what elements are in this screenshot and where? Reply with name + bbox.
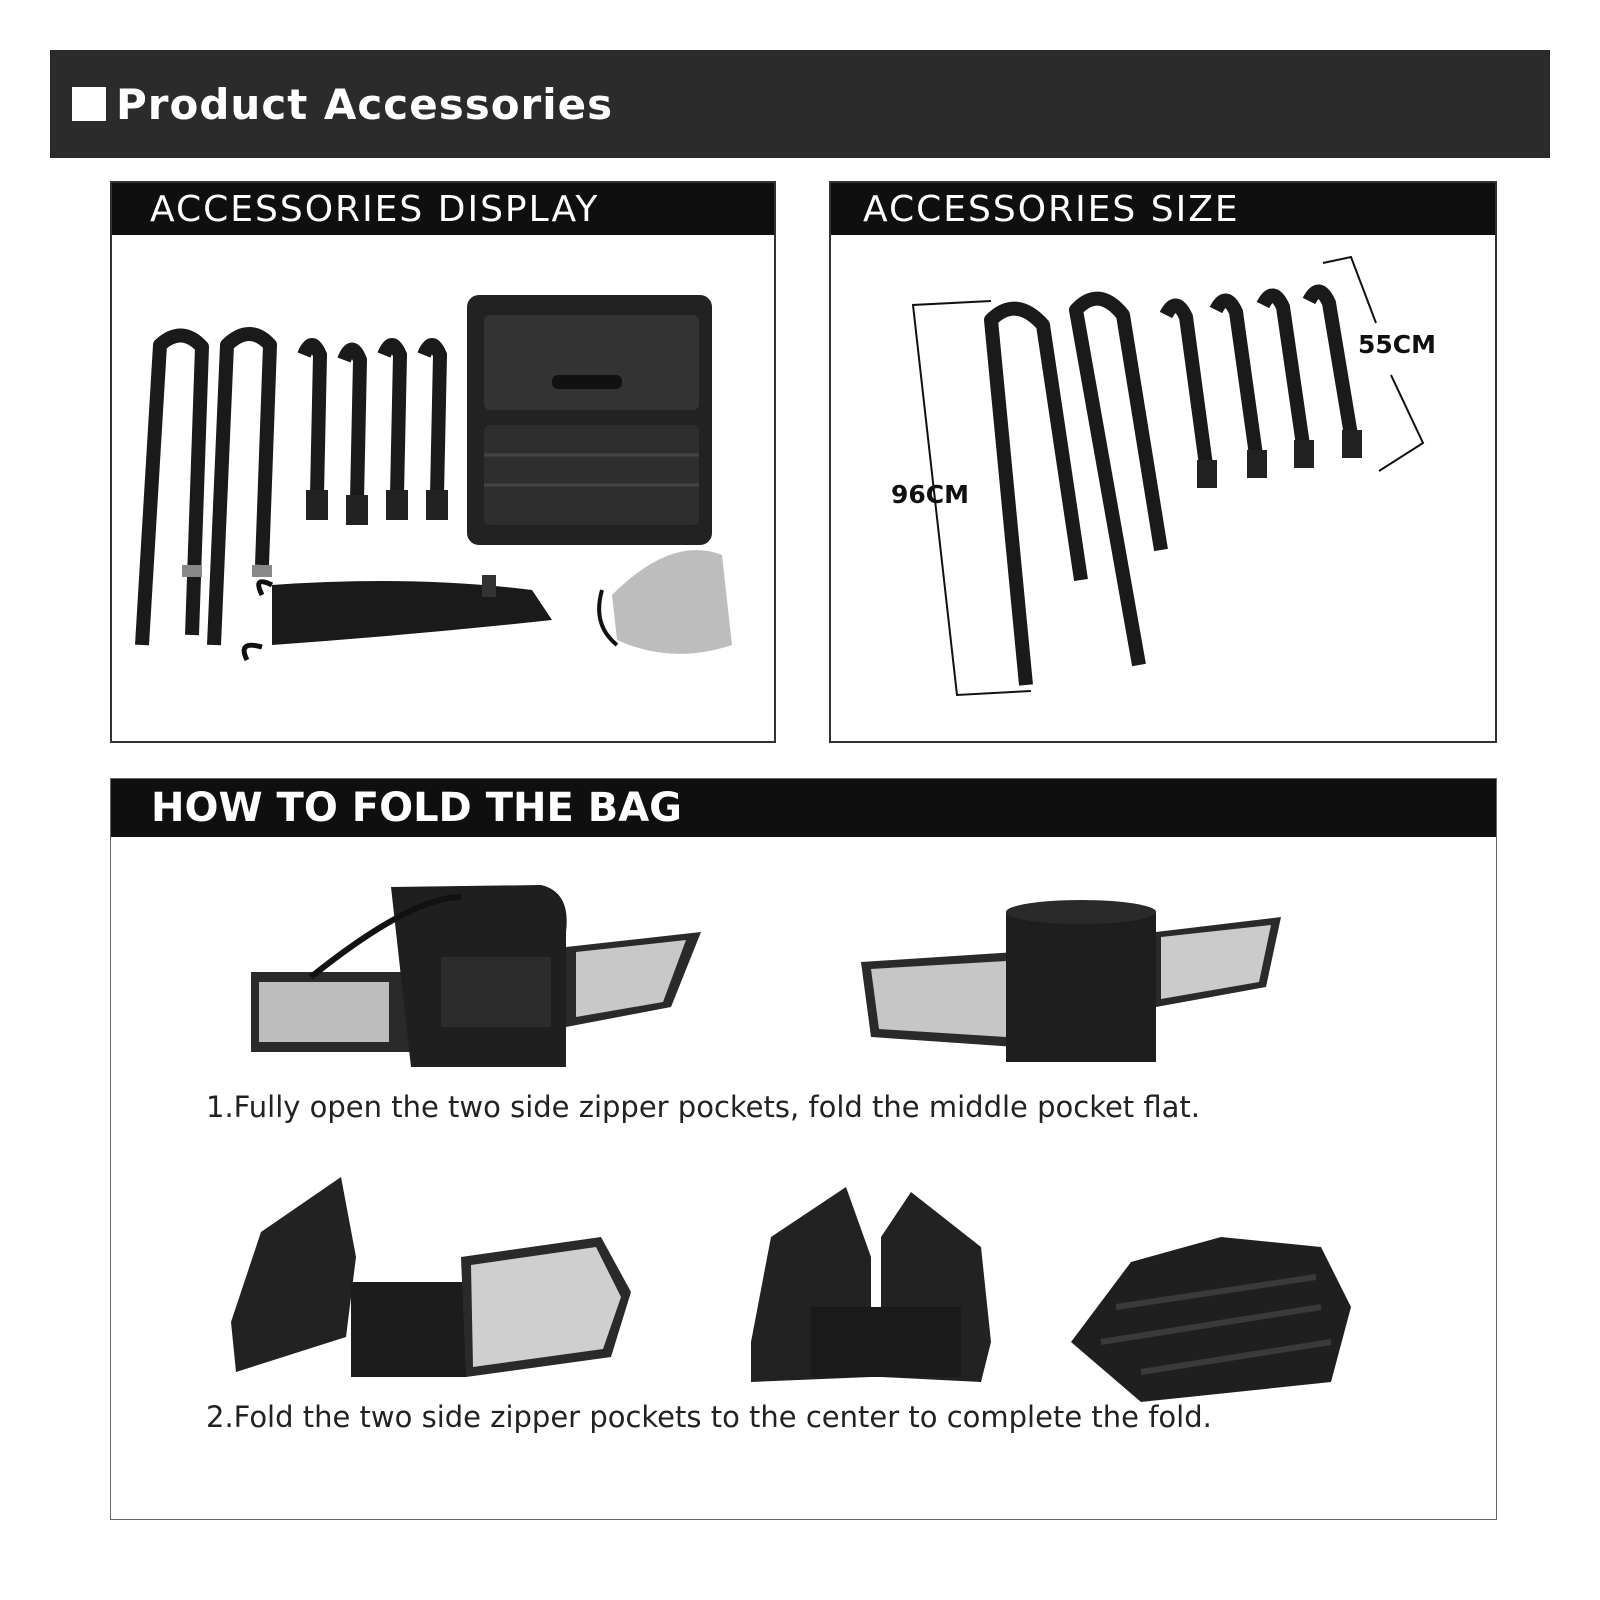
long-strap-length-label: 96CM <box>891 480 970 509</box>
bag-flattened-icon <box>861 900 1281 1062</box>
bag-fully-folded-icon <box>1071 1237 1351 1402</box>
rain-cover-pouch-icon <box>599 550 732 654</box>
short-strap-icon <box>1166 305 1217 488</box>
banner-title: Product Accessories <box>116 79 614 129</box>
long-strap-icon <box>991 309 1081 685</box>
shoulder-strap-icon <box>244 575 552 660</box>
accessories-size-panel <box>829 181 1497 743</box>
bag-open-pockets-icon <box>251 885 701 1067</box>
short-strap-icon <box>1263 295 1314 468</box>
accessories-size-title: ACCESSORIES SIZE <box>831 183 1495 235</box>
fold-step-1: 1.Fully open the two side zipper pockets, fold the middle pocket flat. <box>206 1090 1201 1124</box>
short-strap-icon <box>424 345 448 520</box>
accessories-display-title: ACCESSORIES DISPLAY <box>112 183 774 235</box>
short-strap-icon <box>344 350 368 526</box>
folded-bag-icon <box>467 295 712 545</box>
short-strap-icon <box>1216 300 1267 478</box>
long-strap-icon <box>214 334 272 645</box>
long-strap-icon <box>142 335 202 645</box>
short-strap-icon <box>1309 291 1362 458</box>
long-strap-icon <box>1076 299 1161 665</box>
fold-instructions-panel <box>110 778 1497 1520</box>
bag-side-pockets-lifting-icon <box>231 1177 631 1377</box>
fold-step-2: 2.Fold the two side zipper pockets to the center to complete the fold. <box>206 1400 1212 1434</box>
short-strap-icon <box>384 345 408 520</box>
accessories-display-photo <box>112 235 776 743</box>
section-banner <box>50 50 1550 158</box>
square-bullet-icon <box>72 87 106 121</box>
fold-title: HOW TO FOLD THE BAG <box>111 779 1496 837</box>
bag-pockets-to-center-icon <box>751 1187 991 1382</box>
short-strap-length-label: 55CM <box>1358 330 1437 359</box>
accessories-display-panel <box>110 181 776 743</box>
short-strap-icon <box>304 345 328 520</box>
